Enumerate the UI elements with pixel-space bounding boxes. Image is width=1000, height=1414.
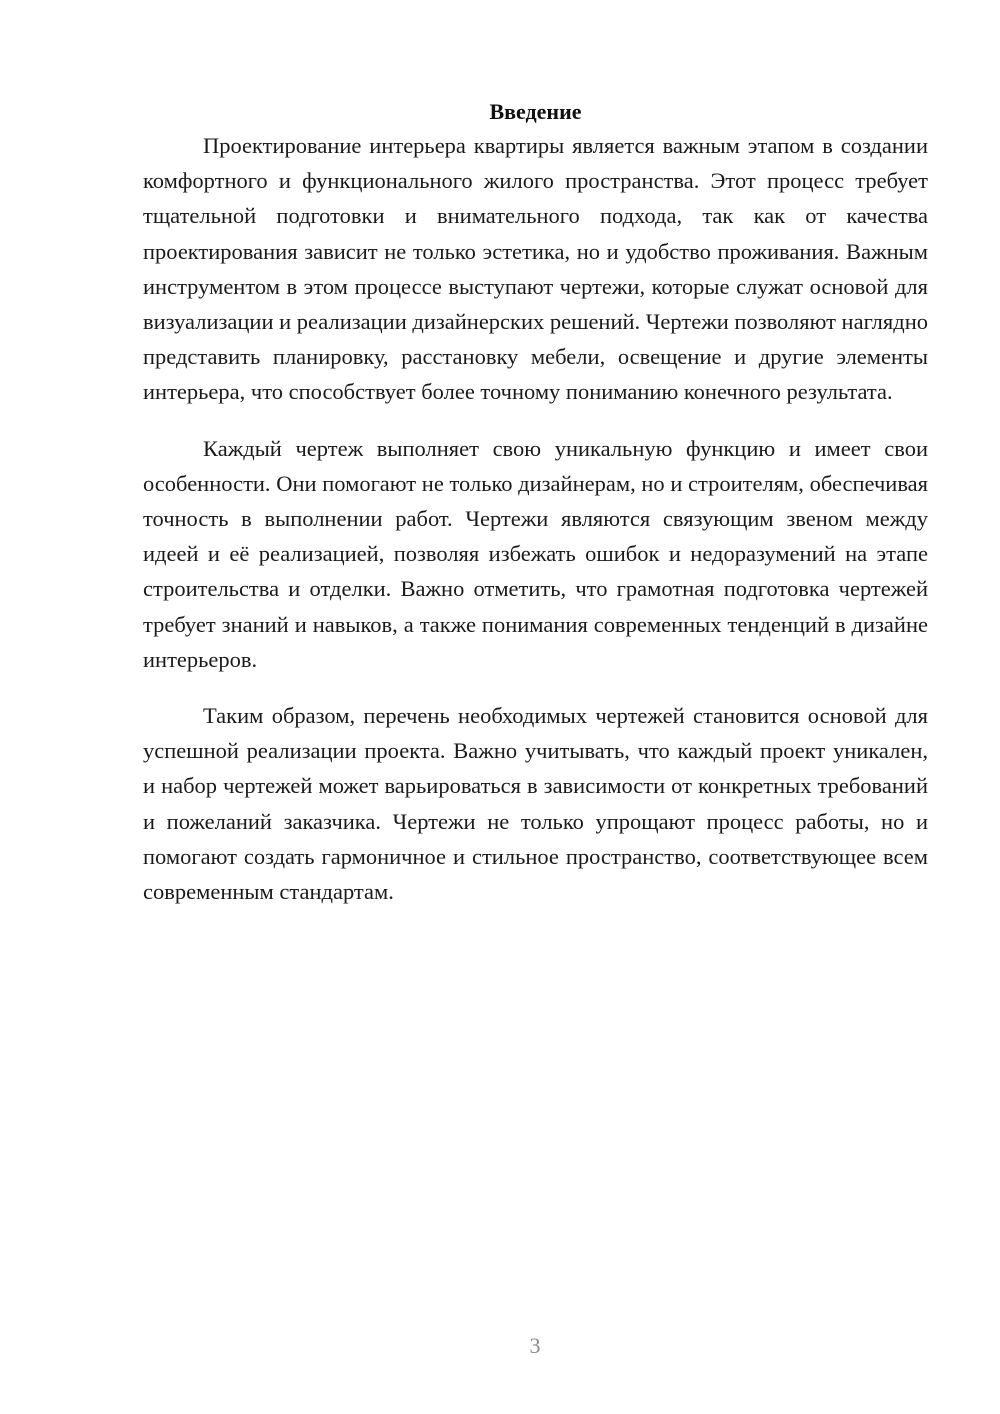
section-title: Введение	[489, 99, 582, 124]
paragraph-2: Каждый чертеж выполняет свою уникальную функцию и имеет свои особенности. Они помогают не только дизайнерам, но и строителям, обеспечивая точность в выполнении работ. Чертежи являются связующим звеном между идеей и её реализацией, позволяя избежать ошибок и недоразумений на этапе строительства и отделки. Важно отметить, что грамотная подготовка чертежей требует знаний и навыков, а также понимания современных тенденций в дизайне интерьеров.	[143, 435, 928, 672]
paragraph-1: Проектирование интерьера квартиры является важным этапом в создании комфортного и функционального жилого пространства. Этот процесс требует тщательной подготовки и внимательного подхода, так как от качества проектирования зависит не только эстетика, но и удобство проживания. Важным инструментом в этом процессе выступают чертежи, которые служат основой для визуализации и реализации дизайнерских решений. Чертежи позволяют наглядно представить планировку, расстановку мебели, освещение и другие элементы интерьера, что способствует более точному пониманию конечного результата.	[143, 133, 928, 405]
page-number: 3	[529, 1333, 541, 1358]
page-content	[143, 96, 928, 909]
paragraph-3: Таким образом, перечень необходимых чертежей становится основой для успешной реализации проекта. Важно учитывать, что каждый проект уникален, и набор чертежей может варьироваться в зависимости от конкретных требований и пожеланий заказчика. Чертежи не только упрощают процесс работы, но и помогают создать гармоничное и стильное пространство, соответствующее всем современным стандартам.	[143, 703, 928, 905]
